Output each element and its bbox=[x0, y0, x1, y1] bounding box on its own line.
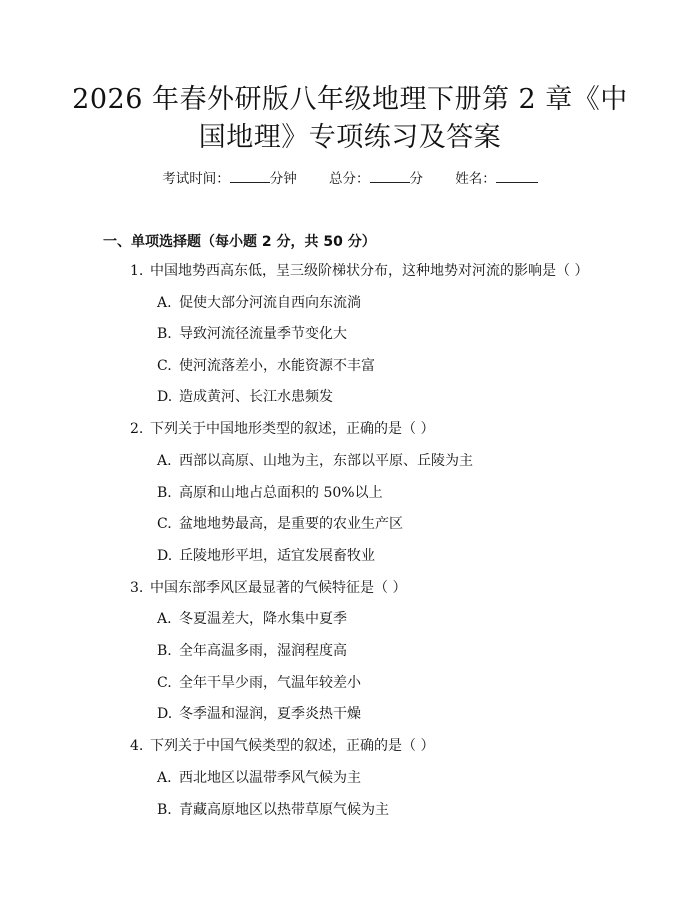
question-3-option-b[interactable] bbox=[157, 641, 347, 661]
option-letter: B. bbox=[157, 326, 172, 342]
option-letter: A. bbox=[157, 611, 172, 627]
question-number: 2. bbox=[130, 421, 144, 437]
option-text: 高原和山地占总面积的 50%以上 bbox=[179, 485, 383, 501]
option-letter: B. bbox=[157, 643, 172, 659]
question-4-option-a[interactable] bbox=[157, 768, 361, 788]
question-4-option-b[interactable] bbox=[157, 800, 389, 820]
question-4 bbox=[130, 736, 434, 756]
question-1-option-d[interactable] bbox=[157, 387, 333, 407]
option-text: 丘陵地形平坦，适宜发展畜牧业 bbox=[179, 548, 375, 564]
question-1 bbox=[130, 261, 588, 281]
question-text: 下列关于中国气候类型的叙述，正确的是（ ） bbox=[150, 738, 435, 754]
question-1-option-a[interactable] bbox=[157, 293, 361, 313]
option-letter: C. bbox=[157, 516, 172, 532]
question-text: 下列关于中国地形类型的叙述，正确的是（ ） bbox=[150, 421, 435, 437]
option-text: 盆地地势最高，是重要的农业生产区 bbox=[179, 516, 403, 532]
option-text: 全年高温多雨，湿润程度高 bbox=[179, 643, 347, 659]
option-text: 全年干旱少雨，气温年较差小 bbox=[179, 675, 361, 691]
question-1-option-c[interactable] bbox=[157, 356, 375, 376]
question-number: 1. bbox=[130, 263, 144, 279]
option-letter: C. bbox=[157, 358, 172, 374]
option-text: 导致河流径流量季节变化大 bbox=[179, 326, 347, 342]
question-1-option-b[interactable] bbox=[157, 324, 347, 344]
student-name-label: 姓名： bbox=[455, 171, 496, 187]
question-number: 4. bbox=[130, 738, 144, 754]
student-name-blank[interactable] bbox=[496, 168, 538, 183]
exam-time-blank[interactable] bbox=[230, 168, 270, 183]
question-text: 中国东部季风区最显著的气候特征是（ ） bbox=[150, 580, 407, 596]
option-text: 造成黄河、长江水患频发 bbox=[179, 389, 333, 405]
section-heading: 一、单项选择题（每小题 2 分，共 50 分） bbox=[103, 234, 376, 250]
question-number: 3. bbox=[130, 580, 144, 596]
option-letter: A. bbox=[157, 770, 172, 786]
question-3-option-c[interactable] bbox=[157, 673, 361, 693]
question-3 bbox=[130, 578, 406, 598]
question-text: 中国地势西高东低，呈三级阶梯状分布，这种地势对河流的影响是（ ） bbox=[150, 263, 589, 279]
total-score-field bbox=[329, 168, 423, 189]
option-letter: B. bbox=[157, 485, 172, 501]
question-3-option-d[interactable] bbox=[157, 704, 361, 724]
exam-time-label: 考试时间： bbox=[162, 171, 230, 187]
option-letter: C. bbox=[157, 675, 172, 691]
exam-time-field bbox=[162, 168, 297, 189]
option-letter: A. bbox=[157, 453, 172, 469]
exam-time-unit: 分钟 bbox=[269, 171, 297, 187]
option-text: 使河流落差小，水能资源不丰富 bbox=[179, 358, 375, 374]
total-score-label: 总分： bbox=[329, 171, 370, 187]
total-score-unit: 分 bbox=[409, 171, 423, 187]
option-letter: D. bbox=[157, 548, 173, 564]
option-text: 促使大部分河流自西向东流淌 bbox=[179, 295, 361, 311]
question-2-option-b[interactable] bbox=[157, 483, 383, 503]
question-3-option-a[interactable] bbox=[157, 609, 347, 629]
option-letter: D. bbox=[157, 706, 173, 722]
option-letter: D. bbox=[157, 389, 173, 405]
document-title-line-1: 2026 年春外研版八年级地理下册第 2 章《中 bbox=[72, 84, 628, 115]
question-2 bbox=[130, 419, 434, 439]
exam-info-row bbox=[0, 168, 700, 189]
option-letter: B. bbox=[157, 802, 172, 818]
question-2-option-a[interactable] bbox=[157, 451, 473, 471]
question-2-option-c[interactable] bbox=[157, 514, 403, 534]
option-text: 青藏高原地区以热带草原气候为主 bbox=[179, 802, 389, 818]
document-title-line-2: 国地理》专项练习及答案 bbox=[198, 122, 502, 153]
option-text: 西北地区以温带季风气候为主 bbox=[179, 770, 361, 786]
total-score-blank[interactable] bbox=[370, 168, 410, 183]
question-2-option-d[interactable] bbox=[157, 546, 375, 566]
option-text: 西部以高原、山地为主，东部以平原、丘陵为主 bbox=[179, 453, 473, 469]
student-name-field bbox=[455, 168, 538, 189]
option-text: 冬夏温差大，降水集中夏季 bbox=[179, 611, 347, 627]
option-letter: A. bbox=[157, 295, 172, 311]
option-text: 冬季温和湿润，夏季炎热干燥 bbox=[179, 706, 361, 722]
